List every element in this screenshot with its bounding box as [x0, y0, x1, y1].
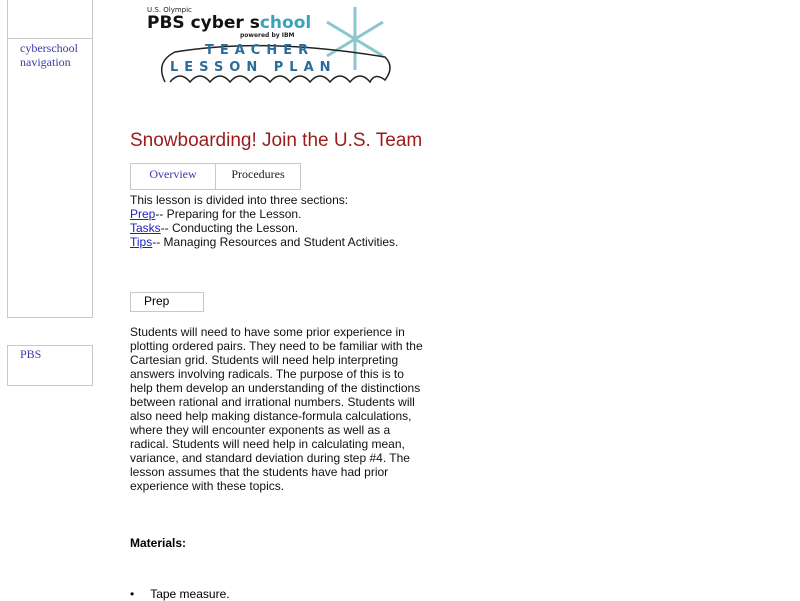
sidebar-navigation — [7, 38, 93, 318]
intro-item-text: -- Managing Resources and Student Activities. — [152, 235, 399, 249]
intro-item-tips — [130, 235, 398, 249]
tab-overview[interactable]: Overview — [130, 163, 216, 190]
prep-section-heading: Prep — [130, 292, 204, 312]
pbs-box — [7, 345, 93, 386]
sidebar-top-cell — [7, 0, 93, 39]
teacher-lesson-plan-logo — [145, 2, 395, 90]
intro-item-tasks — [130, 221, 398, 235]
tasks-link[interactable]: Tasks — [130, 221, 161, 235]
svg-text:TEACHER: TEACHER — [205, 43, 315, 58]
lesson-intro — [130, 193, 398, 249]
materials-item-text: Tape measure. — [150, 587, 230, 601]
materials-heading: Materials: — [130, 536, 187, 550]
prep-body-text: Students will need to have some prior experience in plotting ordered pairs. They need to be familiar with the Cartesian grid. Students will need help interpreting answers involving radicals. The purpose of this is to help them develop an understanding of the distinctions between rational and irrational numbers. Students will also need help making distance-formula calculations, where they will encounter exponents as well as a radical. Students will need help in calculating mean, variance, and standard deviation during step #4. The lesson assumes that the students have had prior experience with these topics. — [130, 325, 423, 493]
svg-text:LESSON PLAN: LESSON PLAN — [170, 60, 337, 75]
intro-lead: This lesson is divided into three sections: — [130, 193, 349, 207]
bullet-icon: • — [130, 587, 135, 601]
intro-item-text: -- Preparing for the Lesson. — [155, 207, 302, 221]
logo-graphic — [145, 2, 395, 90]
tips-link[interactable]: Tips — [130, 235, 153, 249]
svg-text:PBS cyber school: PBS cyber school — [147, 13, 312, 33]
materials-list-item — [130, 587, 230, 601]
tab-procedures[interactable]: Procedures — [215, 163, 301, 190]
intro-item-text: -- Conducting the Lesson. — [160, 221, 299, 235]
pbs-link[interactable]: PBS — [20, 347, 42, 361]
svg-text:powered by IBM: powered by IBM — [240, 32, 295, 39]
page-title: Snowboarding! Join the U.S. Team — [130, 130, 423, 151]
svg-text:U.S. Olympic: U.S. Olympic — [147, 6, 192, 14]
cyberschool-navigation-link[interactable]: cyberschool navigation — [20, 41, 78, 69]
intro-item-prep — [130, 207, 398, 221]
prep-link[interactable]: Prep — [130, 207, 156, 221]
